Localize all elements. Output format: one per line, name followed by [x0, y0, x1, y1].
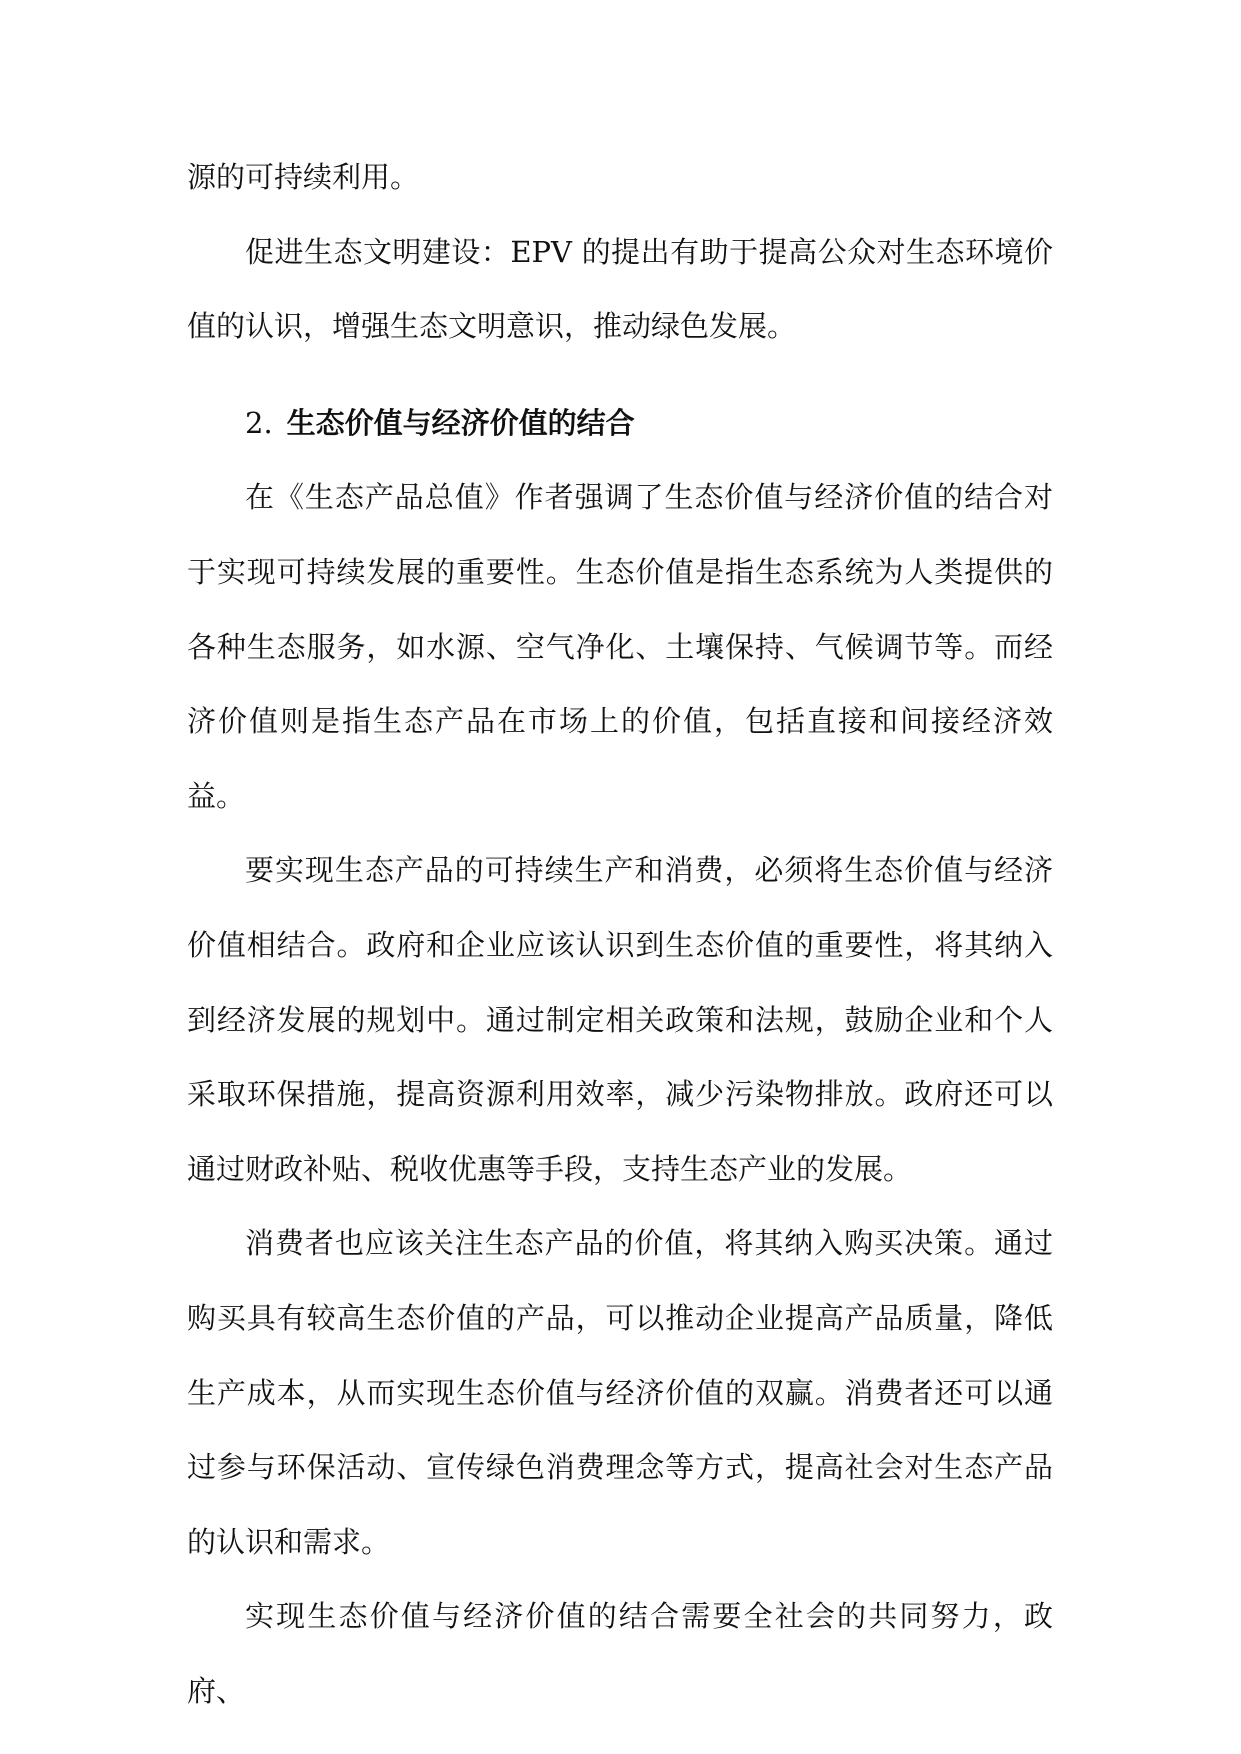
- paragraph-gep-definition: 在《生态产品总值》作者强调了生态价值与经济价值的结合对于实现可持续发展的重要性。生态价值是指生态系统为人类提供的各种生态服务，如水源、空气净化、土壤保持、气候调节等。而经济价值则是指生态产品在市场上的价值，包括直接和间接经济效益。: [187, 480, 1053, 813]
- section-number: 2.: [245, 405, 273, 440]
- paragraph-ecological-civilization: 促进生态文明建设：EPV 的提出有助于提高公众对生态环境价值的认识，增强生态文明意识，推动绿色发展。: [187, 234, 1053, 344]
- section-title: 生态价值与经济价值的结合: [286, 405, 635, 440]
- section-heading: [187, 386, 1053, 461]
- paragraph-continuation: 源的可持续利用。: [187, 160, 420, 194]
- paragraph-society-effort: 实现生态价值与经济价值的结合需要全社会的共同努力，政府、: [187, 1599, 1053, 1708]
- document-body: [187, 140, 1053, 1728]
- paragraph-government-role: 要实现生态产品的可持续生产和消费，必须将生态价值与经济价值相结合。政府和企业应该认识到生态价值的重要性，将其纳入到经济发展的规划中。通过制定相关政策和法规，鼓励企业和个人采取环保措施，提高资源利用效率，减少污染物排放。政府还可以通过财政补贴、税收优惠等手段，支持生态产业的发展。: [187, 853, 1053, 1186]
- paragraph-consumer-role: 消费者也应该关注生态产品的价值，将其纳入购买决策。通过购买具有较高生态价值的产品，可以推动企业提高产品质量，降低生产成本，从而实现生态价值与经济价值的双赢。消费者还可以通过参与环保活动、宣传绿色消费理念等方式，提高社会对生态产品的认识和需求。: [187, 1226, 1053, 1559]
